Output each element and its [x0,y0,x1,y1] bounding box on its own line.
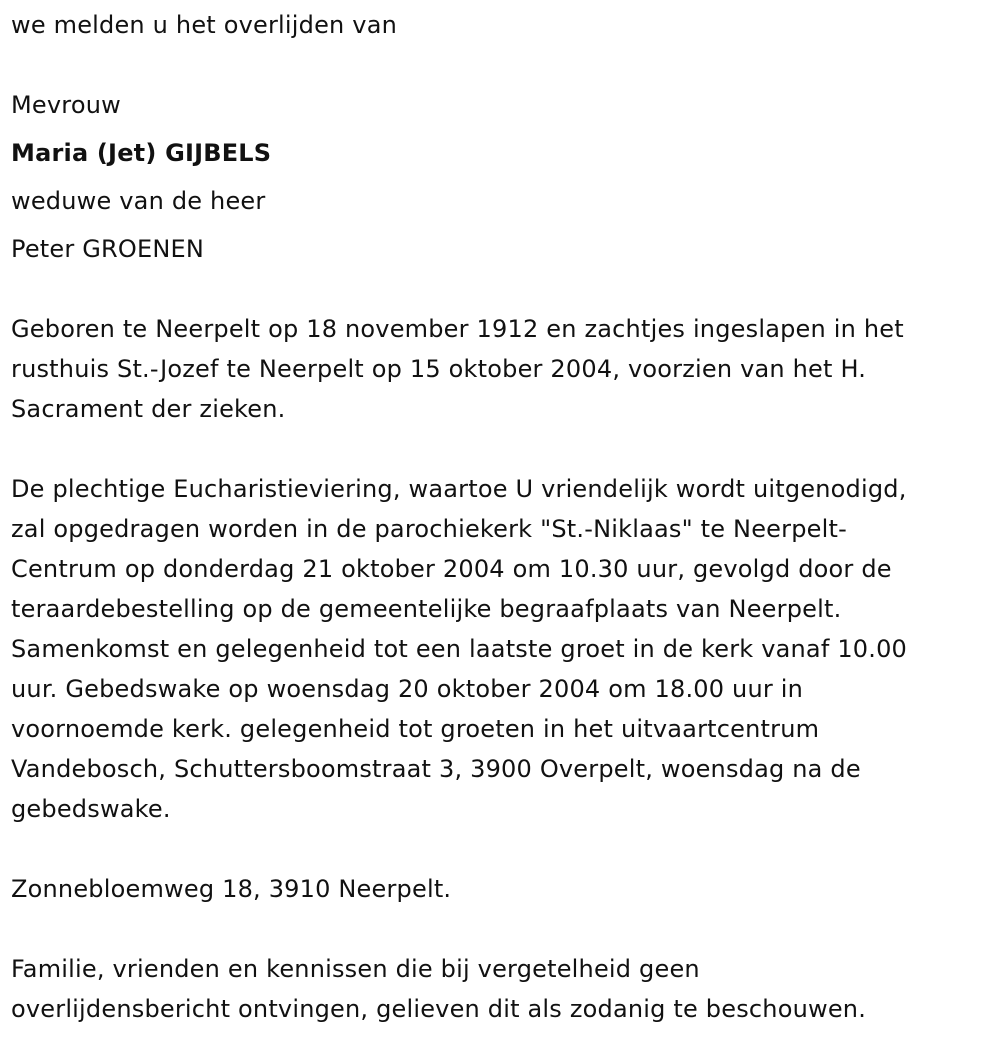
paragraph-line: zal opgedragen worden in de parochiekerk "St.-Niklaas" te Neerpelt- [11,515,847,543]
deceased-name: Maria (Jet) GIJBELS [11,139,272,167]
paragraph-line: Vandebosch, Schuttersboomstraat 3, 3900 Overpelt, woensdag na de [11,755,861,783]
paragraph-line: overlijdensbericht ontvingen, gelieven dit als zodanig te beschouwen. [11,995,867,1023]
paragraph-line: gebedswake. [11,795,171,823]
paragraph-line: voornoemde kerk. gelegenheid tot groeten in het uitvaartcentrum [11,715,820,743]
paragraph-line: rusthuis St.-Jozef te Neerpelt op 15 oktober 2004, voorzien van het H. [11,355,867,383]
paragraph-line: Familie, vrienden en kennissen die bij vergetelheid geen [11,955,700,983]
intro-text: we melden u het overlijden van [11,11,398,39]
paragraph-line: Samenkomst en gelegenheid tot een laatste groet in de kerk vanaf 10.00 [11,635,908,663]
paragraph-line: Sacrament der zieken. [11,395,286,423]
paragraph-line: Geboren te Neerpelt op 18 november 1912 en zachtjes ingeslapen in het [11,315,904,343]
spouse-intro: weduwe van de heer [11,187,266,215]
spouse-name: Peter GROENEN [11,235,205,263]
paragraph-line: uur. Gebedswake op woensdag 20 oktober 2004 om 18.00 uur in [11,675,804,703]
paragraph-line: Centrum op donderdag 21 oktober 2004 om 10.30 uur, gevolgd door de [11,555,892,583]
honorific: Mevrouw [11,91,121,119]
paragraph-line: De plechtige Eucharistieviering, waartoe U vriendelijk wordt uitgenodigd, [11,475,907,503]
address-line: Zonnebloemweg 18, 3910 Neerpelt. [11,875,452,903]
paragraph-line: teraardebestelling op de gemeentelijke begraafplaats van Neerpelt. [11,595,842,623]
